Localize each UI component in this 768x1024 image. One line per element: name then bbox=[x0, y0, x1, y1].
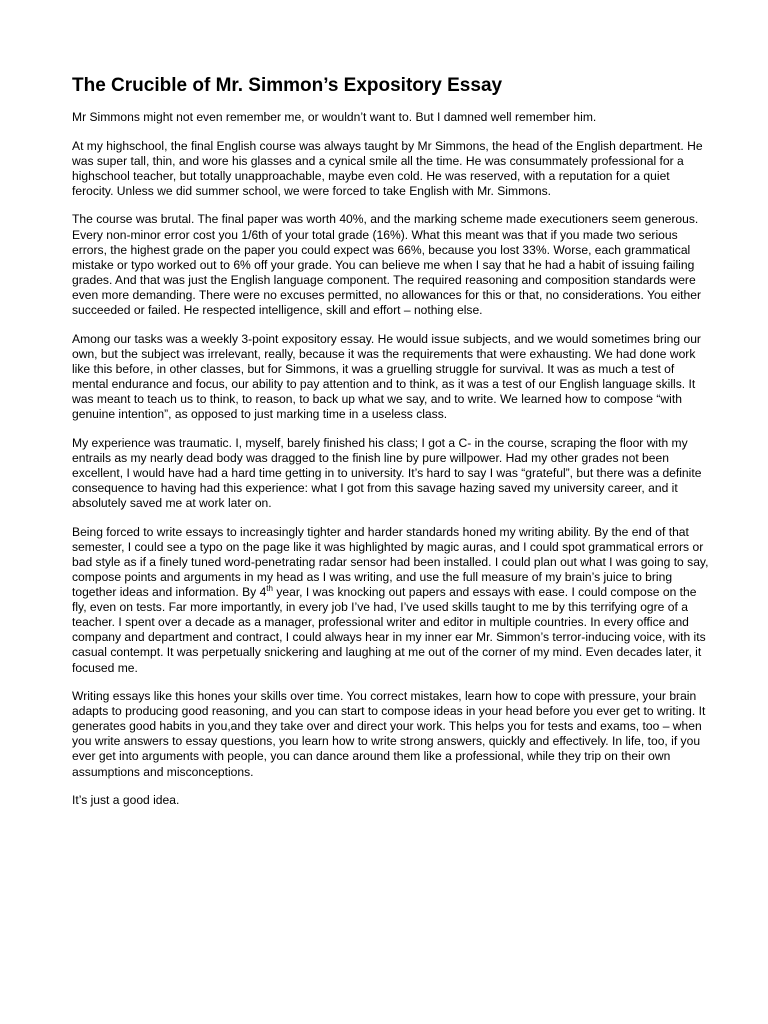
paragraph-skills: Writing essays like this hones your skills over time. You correct mistakes, learn how to cope with pressure, your brain adapts to producing good reasoning, and you can start to compose ideas in your head before you ever get to writing. It generates good habits in you,and they take over and direct your work. This helps you for tests and exams, too – when you write answers to essay questions, you learn how to write strong answers, quickly and effectively. In life, too, if you ever get into arguments with people, you can dance around them like a professional, while they trip on their own assumptions and misconceptions. bbox=[72, 689, 706, 779]
paragraph-teacher: At my highschool, the final English course was always taught by Mr Simmons, the head of the English department. He was super tall, thin, and wore his glasses and a cynical smile all the time. He was consummately professional for a highschool teacher, but totally unapproachable, maybe even cold. He was reserved, with a reputation for a quiet ferocity. Unless we did summer school, we were forced to take English with Mr. Simmons. bbox=[72, 138, 703, 198]
paragraph-course: The course was brutal. The final paper was worth 40%, and the marking scheme made executioners seem generous. Every non-minor error cost you 1/6th of your total grade (16%). What this meant was that if you made two serious errors, the highest grade on the paper you could expect was 66%, because you lost 33%. Worse, each grammatical mistake or typo worked out to 6% off your grade. You can believe me when I say that he had a habit of issuing failing grades. And that was just the English language component. The required reasoning and composition standards were even more demanding. There were no excuses permitted, no allowances for this or that, no considerations. You either succeeded or failed. He respected intelligence, skill and effort – nothing else. bbox=[72, 212, 702, 318]
paragraph-experience: My experience was traumatic. I, myself, barely finished his class; I got a C- in the course, scraping the floor with my entrails as my nearly dead body was dragged to the finish line by pure willpower. Had my other grades not been excellent, I would have had a hard time getting in to university. It’s hard to say I was “grateful”, but there was a definite consequence to having had this experience: what I got from this savage hazing saved my university career, and it absolutely saved me at work later on. bbox=[72, 435, 702, 511]
paragraph-honed-part-1: Being forced to write essays to increasingly tighter and harder standards honed my writing ability. By the end of that semester, I could see a typo on the page like it was highlighted by magic auras, and I could spot grammatical errors or bad style as if a finely tuned word-penetrating radar sensor had been installed. I could plan out what I was going to say, compose points and arguments in my head as I was writing, and use the full measure of my brain’s juice to bring together ideas and information. By 4 bbox=[72, 524, 709, 600]
document-title: The Crucible of Mr. Simmon’s Expository Essay bbox=[72, 75, 503, 96]
ordinal-suffix: th bbox=[266, 584, 273, 593]
paragraph-honed bbox=[72, 525, 712, 676]
paragraph-tasks: Among our tasks was a weekly 3-point expository essay. He would issue subjects, and we would sometimes bring our own, but the subject was irrelevant, really, because it was the requirements that were exhausting. We had done work like this before, in other classes, but for Simmons, it was a gruelling struggle for survival. It was as much a test of mental endurance and focus, our ability to pay attention and to think, as it was a test of our English language skills. It was meant to teach us to think, to reason, to back up what we say, and to write. We learned how to compose “with genuine intention”, as opposed to just marking time in a useless class. bbox=[72, 331, 701, 422]
paragraph-conclusion: It’s just a good idea. bbox=[72, 793, 180, 808]
document-page bbox=[72, 74, 712, 822]
paragraph-intro: Mr Simmons might not even remember me, or wouldn’t want to. But I damned well remember him. bbox=[72, 110, 597, 124]
paragraph-honed-part-2: year, I was knocking out papers and essays with ease. I could compose on the fly, even on tests. Far more importantly, in every job I’ve had, I’ve used skills taught to me by this terrifying ogre of a teacher. I spent over a decade as a manager, professional writer and editor in multiple countries. In every office and company and department and contract, I could always hear in my inner ear Mr. Simmon’s terror-inducing voice, with its casual contempt. It was perpetually snickering and laughing at me out of the corner of my mind. Even decades later, it focused me. bbox=[72, 585, 706, 675]
